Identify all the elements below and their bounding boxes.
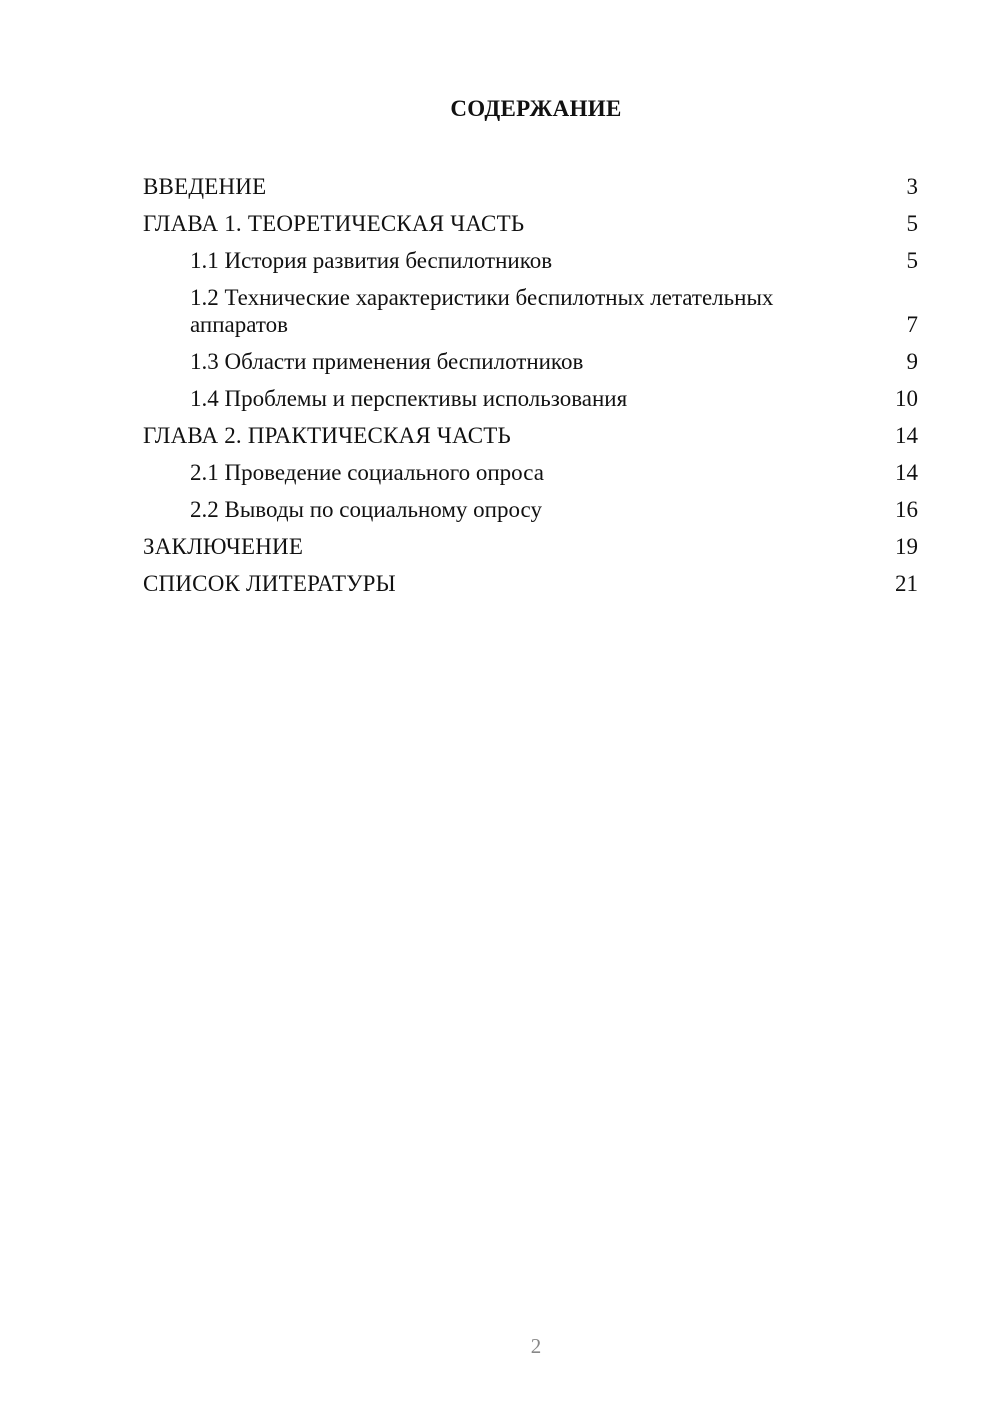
toc-entry-label: 1.1 История развития беспилотников <box>190 248 553 273</box>
toc-entry-page: 3 <box>906 174 918 199</box>
toc-entry-page: 21 <box>895 571 918 596</box>
toc-entry-label: ГЛАВА 2. ПРАКТИЧЕСКАЯ ЧАСТЬ <box>143 423 511 448</box>
toc-entry[interactable] <box>143 343 918 380</box>
toc-entry[interactable] <box>143 242 918 279</box>
toc-entry-page: 19 <box>895 534 918 559</box>
toc-entry-label: ЗАКЛЮЧЕНИЕ <box>143 534 304 559</box>
toc-entry-label: 1.3 Области применения беспилотников <box>190 349 584 374</box>
toc-entry[interactable] <box>143 380 918 417</box>
toc-entry[interactable] <box>143 417 918 454</box>
toc-entry[interactable] <box>143 565 918 602</box>
toc-entry-page: 5 <box>906 248 918 273</box>
toc-entry-label: 1.4 Проблемы и перспективы использования <box>190 386 628 411</box>
page-number: 2 <box>530 1334 542 1358</box>
toc-entry[interactable] <box>143 205 918 242</box>
toc-entry-page: 5 <box>906 211 918 236</box>
toc-entry-page: 10 <box>895 386 918 411</box>
toc-entry[interactable] <box>143 279 918 343</box>
toc-entry-label: 2.2 Выводы по социальному опросу <box>190 497 542 522</box>
page-title: СОДЕРЖАНИЕ <box>450 96 622 121</box>
toc-entry-label: СПИСОК ЛИТЕРАТУРЫ <box>143 571 396 596</box>
toc-entry-label: ВВЕДЕНИЕ <box>143 174 267 199</box>
toc-entry-page: 9 <box>906 349 918 374</box>
toc-entry-page: 16 <box>895 497 918 522</box>
toc-entry-page: 7 <box>906 312 918 337</box>
toc-entry-label: 1.2 Технические характеристики беспилотных летательных аппаратов <box>190 285 774 337</box>
toc-entry-label: ГЛАВА 1. ТЕОРЕТИЧЕСКАЯ ЧАСТЬ <box>143 211 525 236</box>
toc-entry[interactable] <box>143 491 918 528</box>
toc-entry-page: 14 <box>895 460 918 485</box>
toc-entry-page: 14 <box>895 423 918 448</box>
toc-entry[interactable] <box>143 454 918 491</box>
table-of-contents <box>143 168 918 602</box>
toc-entry-label: 2.1 Проведение социального опроса <box>190 460 544 485</box>
toc-entry[interactable] <box>143 528 918 565</box>
toc-entry[interactable] <box>143 168 918 205</box>
